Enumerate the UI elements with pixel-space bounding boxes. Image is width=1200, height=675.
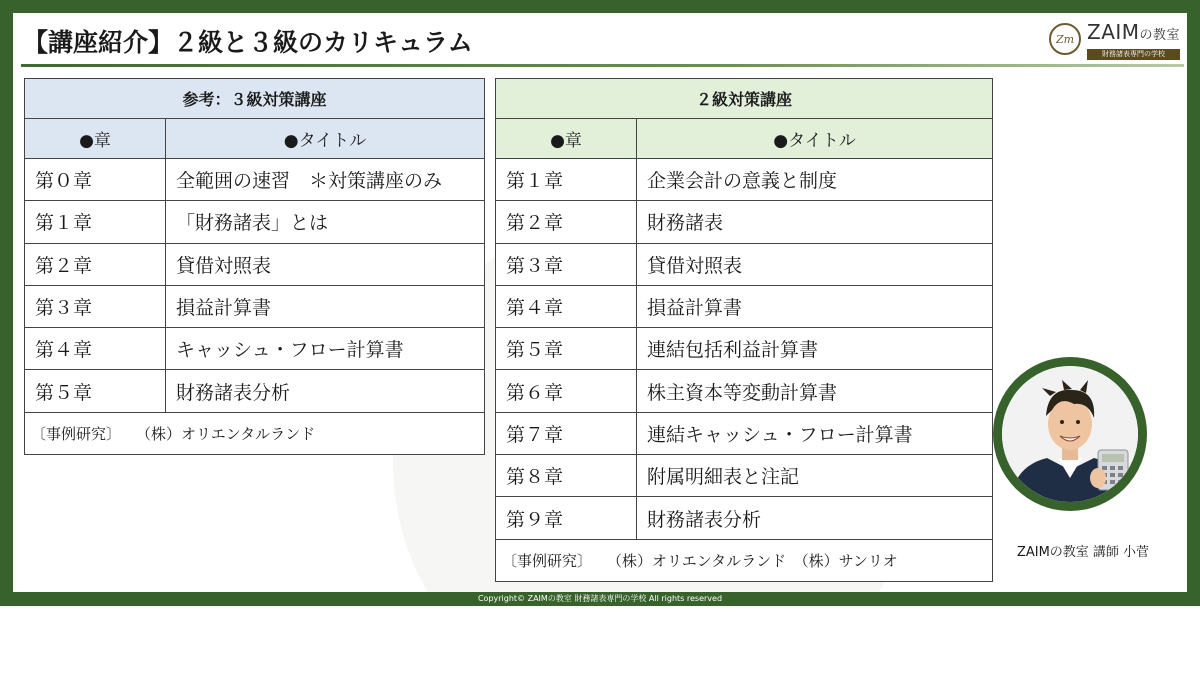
table-row (25, 243, 485, 285)
title-cell: キャッシュ・フロー計算書 (166, 328, 485, 370)
column-header-row (25, 119, 485, 159)
chapter-cell: 第７章 (496, 412, 637, 454)
logo-mark-icon: Zm (1049, 23, 1081, 55)
logo-subtitle: 財務諸表専門の学校 (1087, 49, 1180, 60)
instructor-photo-icon (1002, 366, 1138, 502)
title-cell: 財務諸表分析 (166, 370, 485, 412)
table-title: ２級対策講座 (496, 79, 993, 119)
table-title: 参考：３級対策講座 (25, 79, 485, 119)
title-cell: 財務諸表分析 (637, 497, 993, 539)
slide-content (13, 13, 1187, 592)
case-study-cell: 〔事例研究〕 （株）オリエンタルランド (25, 412, 485, 454)
logo-name-suffix: の教室 (1139, 28, 1181, 43)
table-row (496, 412, 993, 454)
logo-name (1087, 20, 1180, 44)
table-row (25, 159, 485, 201)
column-header-row (496, 119, 993, 159)
table-row (496, 370, 993, 412)
column-header-title: ●タイトル (166, 119, 485, 159)
table-row (496, 243, 993, 285)
title-cell: 企業会計の意義と制度 (637, 159, 993, 201)
chapter-cell: 第５章 (496, 328, 637, 370)
title-underline (21, 64, 1184, 67)
chapter-cell: 第２章 (496, 201, 637, 243)
instructor-caption: ZAIMの教室 講師 小菅 (1016, 545, 1150, 560)
instructor-avatar (1002, 366, 1138, 502)
table-title-row (496, 79, 993, 119)
title-cell: 「財務諸表」とは (166, 201, 485, 243)
title-cell: 損益計算書 (166, 285, 485, 327)
title-cell: 附属明細表と注記 (637, 455, 993, 497)
title-cell: 全範囲の速習 ＊対策講座のみ (166, 159, 485, 201)
instructor-avatar-frame (993, 357, 1147, 511)
table-row (496, 201, 993, 243)
table-row (496, 455, 993, 497)
copyright-footer: Copyright© ZAIMの教室 財務諸表専門の学校 All rights reserved (477, 594, 723, 603)
table-row (25, 285, 485, 327)
table-row (25, 328, 485, 370)
chapter-cell: 第４章 (25, 328, 166, 370)
chapter-cell: 第４章 (496, 285, 637, 327)
chapter-cell: 第６章 (496, 370, 637, 412)
table-row (25, 201, 485, 243)
logo-name-main: ZAIM (1087, 20, 1140, 44)
case-study-row (496, 539, 993, 581)
chapter-cell: 第５章 (25, 370, 166, 412)
zaim-logo (1047, 20, 1183, 62)
table-row (496, 497, 993, 539)
table-title-row (25, 79, 485, 119)
chapter-cell: 第１章 (496, 159, 637, 201)
title-cell: 貸借対照表 (637, 243, 993, 285)
chapter-cell: 第２章 (25, 243, 166, 285)
case-study-row (25, 412, 485, 454)
chapter-cell: 第１章 (25, 201, 166, 243)
chapter-cell: 第８章 (496, 455, 637, 497)
level2-curriculum-table (495, 78, 993, 582)
case-study-cell: 〔事例研究〕 （株）オリエンタルランド （株）サンリオ (496, 539, 993, 581)
table-row (496, 285, 993, 327)
title-cell: 損益計算書 (637, 285, 993, 327)
column-header-chapter: ●章 (496, 119, 637, 159)
title-cell: 貸借対照表 (166, 243, 485, 285)
chapter-cell: 第０章 (25, 159, 166, 201)
chapter-cell: 第３章 (496, 243, 637, 285)
table-row (496, 328, 993, 370)
page-title: 【講座紹介】２級と３級のカリキュラム (23, 28, 473, 57)
chapter-cell: 第３章 (25, 285, 166, 327)
column-header-chapter: ●章 (25, 119, 166, 159)
column-header-title: ●タイトル (637, 119, 993, 159)
title-cell: 連結包括利益計算書 (637, 328, 993, 370)
table-row (496, 159, 993, 201)
title-cell: 株主資本等変動計算書 (637, 370, 993, 412)
title-cell: 連結キャッシュ・フロー計算書 (637, 412, 993, 454)
level3-curriculum-table (24, 78, 485, 455)
title-cell: 財務諸表 (637, 201, 993, 243)
table-row (25, 370, 485, 412)
chapter-cell: 第９章 (496, 497, 637, 539)
